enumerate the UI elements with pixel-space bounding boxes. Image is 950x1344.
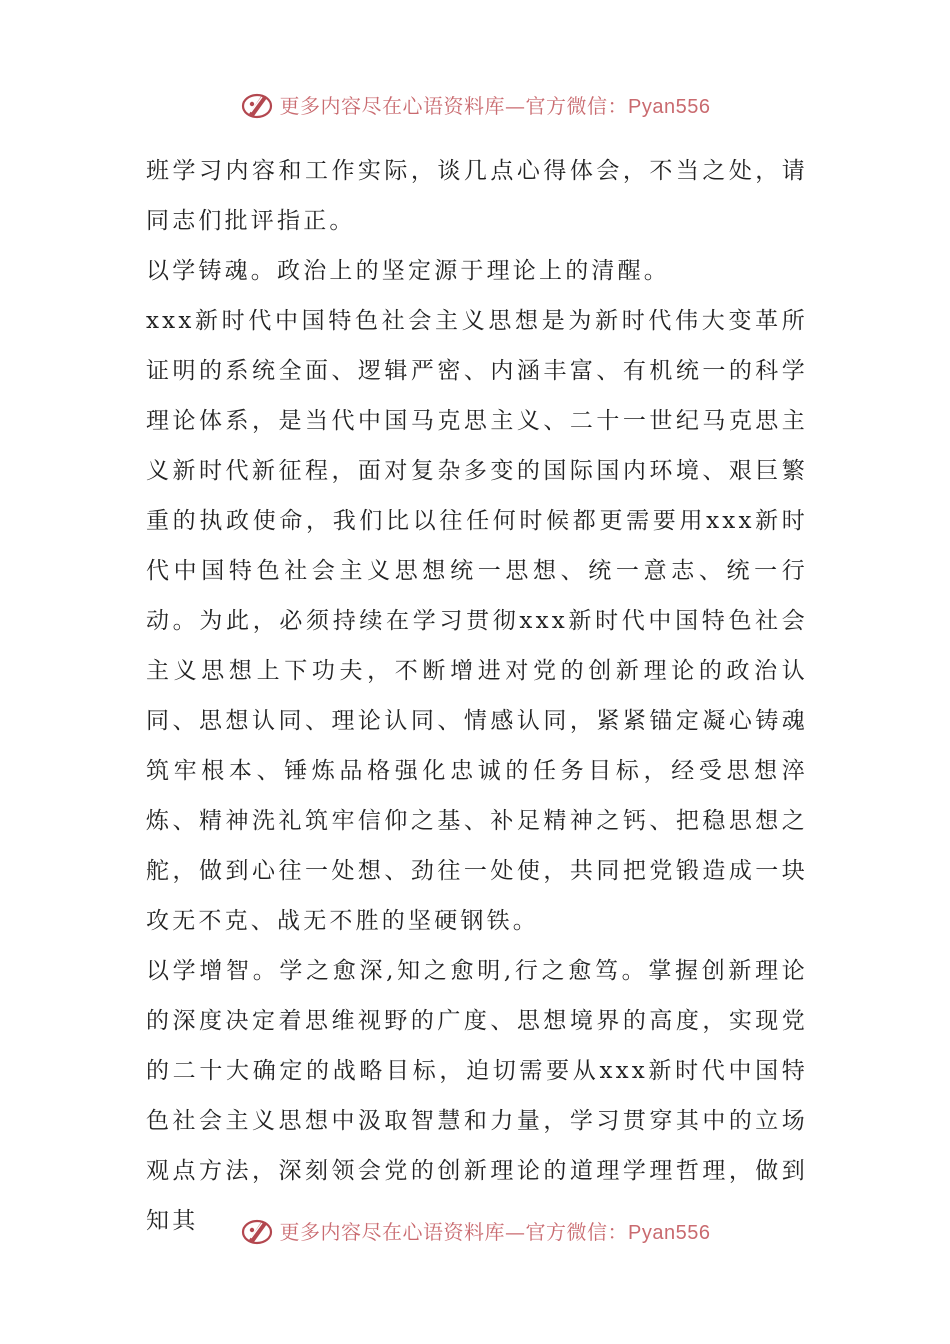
paragraph-4: 以学增智。学之愈深,知之愈明,行之愈笃。掌握创新理论的深度决定着思维视野的广度、思想境界的高度，实现党的二十大确定的战略目标，迫切需要从xxx新时代中国特色社会主义思想中汲取智慧和力量，学习贯穿其中的立场观点方法，深刻领会党的创新理论的道理学理哲理，做到知其 — [146, 958, 808, 1234]
paragraph-3: xxx新时代中国特色社会主义思想是为新时代伟大变革所证明的系统全面、逻辑严密、内涵丰富、有机统一的科学理论体系，是当代中国马克思主义、二十一世纪马克思主义新时代新征程，面对复杂多变的国际国内环境、艰巨繁重的执政使命，我们比以往任何时候都更需要用xxx新时代中国特色社会主义思想统一思想、统一意志、统一行动。为此，必须持续在学习贯彻xxx新时代中国特色社会主义思想上下功夫，不断增进对党的创新理论的政治认同、思想认同、理论认同、情感认同，紧紧锚定凝心铸魂筑牢根本、锤炼品格强化忠诚的任务目标，经受思想淬炼、精神洗礼筑牢信仰之基、补足精神之钙、把稳思想之舵，做到心往一处想、劲往一处使，共同把党锻造成一块攻无不克、战无不胜的坚硬钢铁。 — [146, 308, 808, 934]
header-watermark-text: 更多内容尽在心语资料库—官方微信： — [279, 93, 629, 118]
paragraph-2: 以学铸魂。政治上的坚定源于理论上的清醒。 — [146, 258, 670, 284]
document-body — [146, 146, 808, 1246]
header-watermark — [0, 84, 950, 124]
footer-wechat-id: Pyan556 — [628, 1221, 711, 1244]
footer-watermark — [0, 1210, 950, 1250]
pen-nib-logo-icon — [240, 87, 274, 121]
pen-nib-logo-icon — [240, 1213, 274, 1247]
header-wechat-id: Pyan556 — [628, 95, 711, 118]
paragraph-1: 班学习内容和工作实际，谈几点心得体会，不当之处，请同志们批评指正。 — [146, 158, 808, 234]
footer-watermark-text: 更多内容尽在心语资料库—官方微信： — [279, 1219, 629, 1244]
